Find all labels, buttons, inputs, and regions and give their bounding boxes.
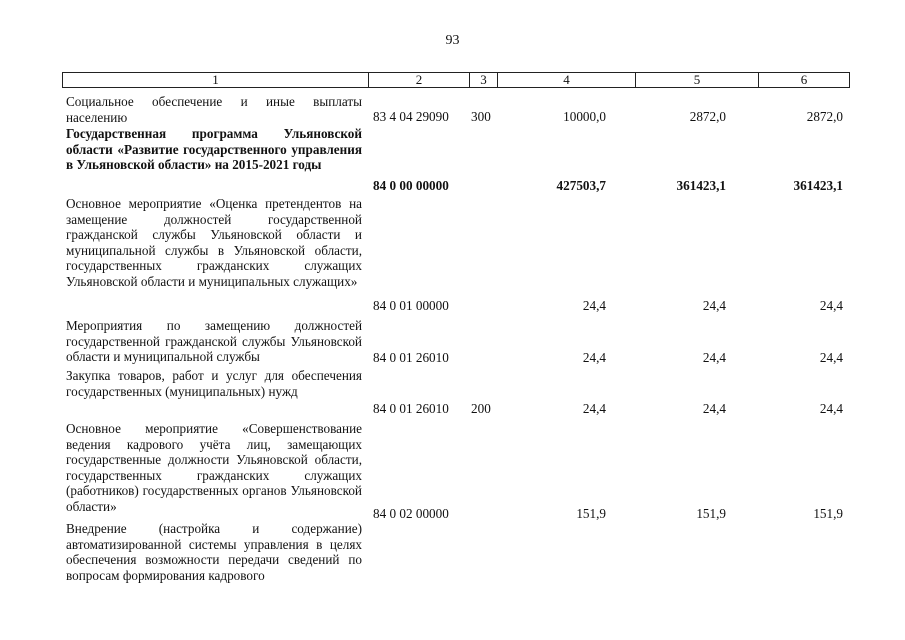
header-col-3: 3 bbox=[470, 73, 498, 87]
row-value-6: 24,4 bbox=[819, 401, 843, 416]
row-code: 84 0 01 00000 bbox=[373, 298, 449, 313]
row-code: 83 4 04 29090 bbox=[373, 109, 449, 124]
row-code: 84 0 00 00000 bbox=[373, 178, 449, 193]
row-value-5: 24,4 bbox=[702, 298, 726, 313]
header-col-4: 4 bbox=[498, 73, 636, 87]
row-value-6: 24,4 bbox=[819, 350, 843, 365]
row-value-5: 24,4 bbox=[702, 350, 726, 365]
table-row bbox=[66, 368, 846, 420]
row-type: 300 bbox=[471, 109, 491, 124]
header-col-2: 2 bbox=[369, 73, 470, 87]
row-description: Внедрение (настройка и содержание) автоматизированной системы управления в целях обеспечения возможности передачи сведений по вопросам формирования кадрового bbox=[66, 521, 362, 583]
row-value-4: 427503,7 bbox=[556, 178, 606, 193]
row-code: 84 0 02 00000 bbox=[373, 506, 449, 521]
row-value-4: 24,4 bbox=[582, 350, 606, 365]
row-description: Мероприятия по замещению должностей государственной гражданской службы Ульяновской области и муниципальной службы bbox=[66, 318, 362, 365]
table-header bbox=[62, 72, 850, 88]
row-description: Основное мероприятие «Оценка претендентов на замещение должностей государственной гражданской службы Ульяновской области и муниципальной службы в Ульяновской области, государственных гражданских служащих Ульяновской области и муниципальных служащих» bbox=[66, 196, 362, 289]
row-type: 200 bbox=[471, 401, 491, 416]
row-code: 84 0 01 26010 bbox=[373, 401, 449, 416]
table-row bbox=[66, 126, 846, 196]
row-value-4: 24,4 bbox=[582, 298, 606, 313]
row-value-4: 24,4 bbox=[582, 401, 606, 416]
row-code: 84 0 01 26010 bbox=[373, 350, 449, 365]
row-description: Государственная программа Ульяновской области «Развитие государственного управления в Ульяновской области» на 2015-2021 годы bbox=[66, 126, 362, 173]
row-value-4: 10000,0 bbox=[563, 109, 606, 124]
row-value-5: 151,9 bbox=[696, 506, 726, 521]
row-description: Закупка товаров, работ и услуг для обеспечения государственных (муниципальных) нужд bbox=[66, 368, 362, 399]
row-value-5: 2872,0 bbox=[689, 109, 726, 124]
header-col-5: 5 bbox=[636, 73, 759, 87]
table-row bbox=[66, 421, 846, 521]
table-row bbox=[66, 94, 846, 126]
row-value-6: 24,4 bbox=[819, 298, 843, 313]
row-value-5: 361423,1 bbox=[676, 178, 726, 193]
page-number: 93 bbox=[445, 33, 460, 48]
row-description: Социальное обеспечение и иные выплаты населению bbox=[66, 94, 362, 125]
header-col-6: 6 bbox=[800, 72, 808, 87]
row-value-6: 361423,1 bbox=[793, 178, 843, 193]
table-row bbox=[66, 196, 846, 321]
row-value-6: 151,9 bbox=[813, 506, 843, 521]
row-description: Основное мероприятие «Совершенствование ведения кадрового учёта лиц, замещающих государственные должности Ульяновской области, государственных гражданских служащих (работников) государственных органов Ульяновской области» bbox=[66, 421, 362, 514]
table-row bbox=[66, 318, 846, 368]
header-col-1: 1 bbox=[63, 73, 369, 87]
row-value-4: 151,9 bbox=[576, 506, 606, 521]
row-value-5: 24,4 bbox=[702, 401, 726, 416]
table-row bbox=[66, 521, 846, 591]
row-value-6: 2872,0 bbox=[806, 109, 843, 124]
